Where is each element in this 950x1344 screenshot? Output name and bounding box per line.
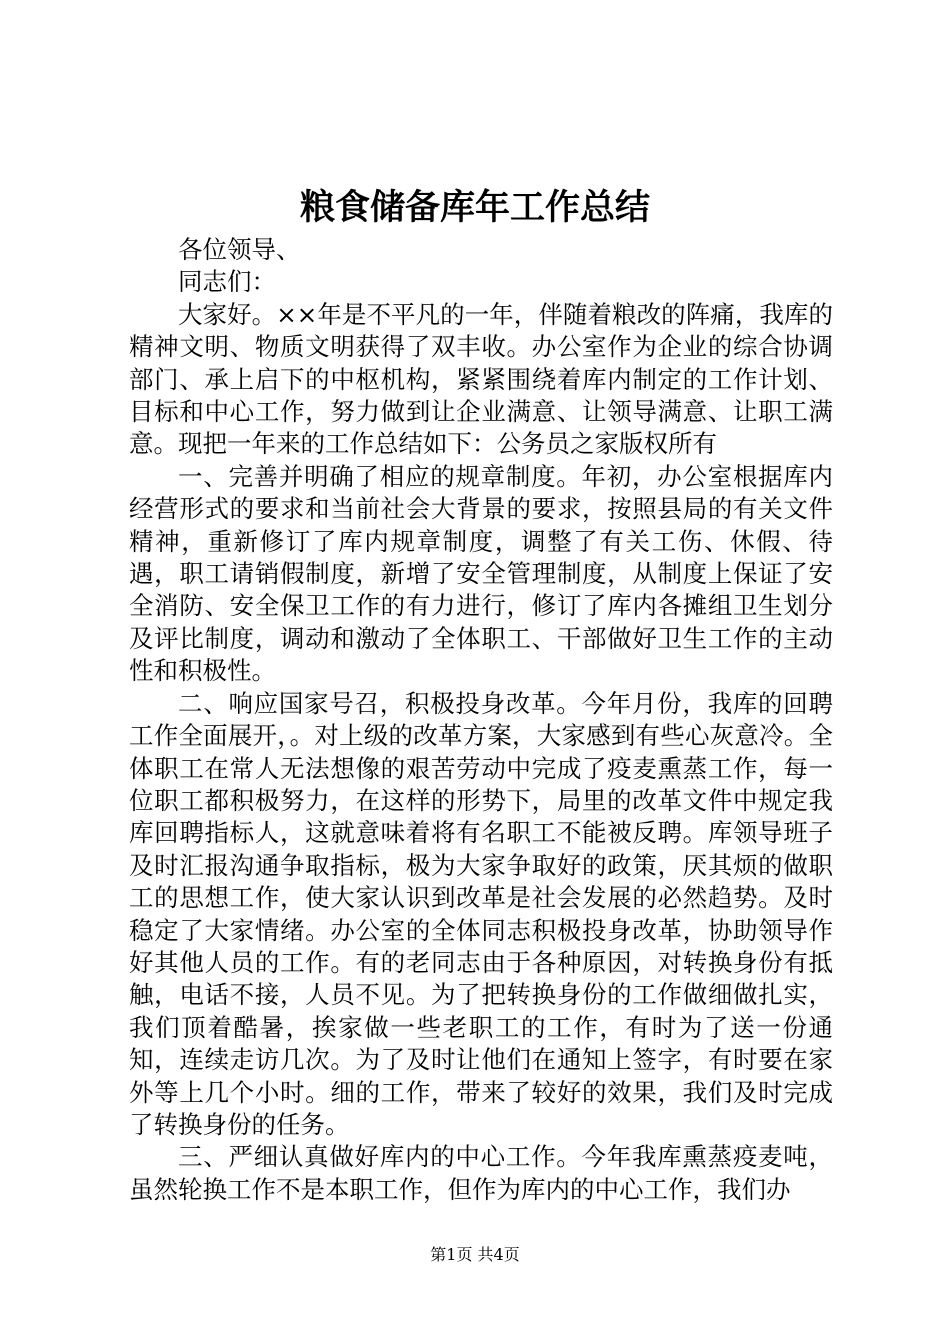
document-body — [129, 234, 833, 1206]
paragraph-section-1: 一、完善并明确了相应的规章制度。年初，办公室根据库内经营形式的要求和当前社会大背景的要求，按照县局的有关文件精神，重新修订了库内规章制度，调整了有关工伤、休假、待遇，职工请销假制度，新增了安全管理制度，从制度上保证了安全消防、安全保卫工作的有力进行，修订了库内各摊组卫生划分及评比制度，调动和激动了全体职工、干部做好卫生工作的主动性和积极性。 — [129, 461, 833, 686]
paragraph-section-2: 二、响应国家号召，积极投身改革。今年月份，我库的回聘工作全面展开，。对上级的改革方案，大家感到有些心灰意冷。全体职工在常人无法想像的艰苦劳动中完成了疫麦熏蒸工作，每一位职工都积极努力，在这样的形势下，局里的改革文件中规定我库回聘指标人，这就意味着将有名职工不能被反聘。库领导班子及时汇报沟通争取指标，极为大家争取好的政策，厌其烦的做职工的思想工作，使大家认识到改革是社会发展的必然趋势。及时稳定了大家情绪。办公室的全体同志积极投身改革，协助领导作好其他人员的工作。有的老同志由于各种原因，对转换身份有抵触，电话不接，人员不见。为了把转换身份的工作做细做扎实，我们顶着酷暑，挨家做一些老职工的工作，有时为了送一份通知，连续走访几次。为了及时让他们在通知上签字，有时要在家外等上几个小时。细的工作，带来了较好的效果，我们及时完成了转换身份的任务。 — [129, 688, 833, 1139]
document-title: 粮食储备库年工作总结 — [299, 187, 650, 228]
salutation-comrades: 同志们： — [178, 267, 276, 297]
paragraph-section-3: 三、严细认真做好库内的中心工作。今年我库熏蒸疫麦吨，虽然轮换工作不是本职工作，但作为库内的中心工作，我们办 — [129, 1142, 833, 1204]
page-number-footer: 第1页 共4页 — [430, 1245, 520, 1264]
salutation-leaders: 各位领导、 — [178, 235, 301, 264]
paragraph-intro: 大家好。××年是不平凡的一年，伴随着粮改的阵痛，我库的精神文明、物质文明获得了双丰收。办公室作为企业的综合协调部门、承上启下的中枢机构，紧紧围绕着库内制定的工作计划、目标和中心工作，努力做到让企业满意、让领导满意、让职工满意。现把一年来的工作总结如下：公务员之家版权所有 — [129, 299, 833, 459]
